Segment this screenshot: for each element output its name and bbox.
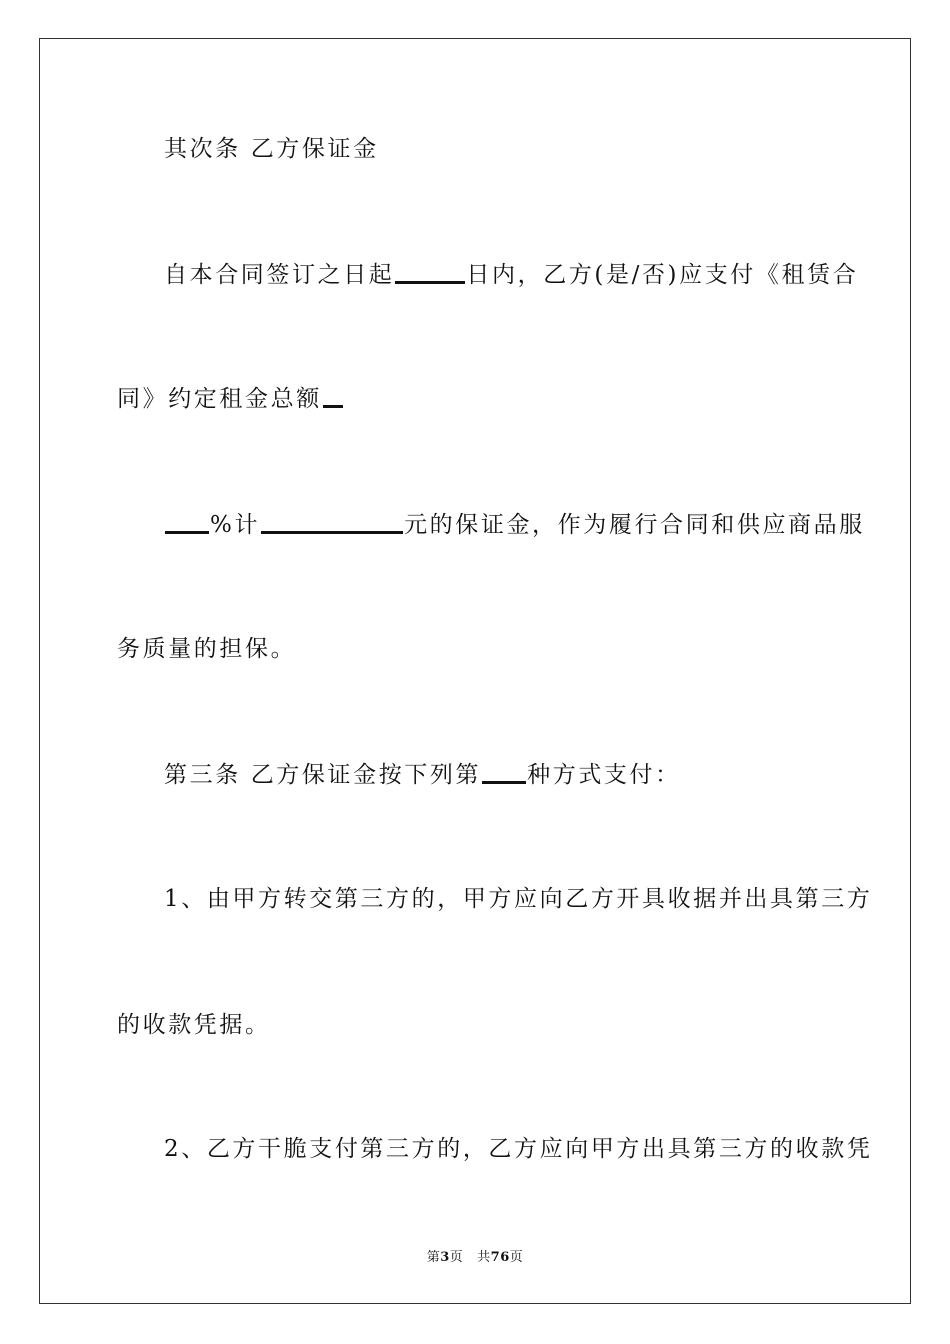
text-span: 1、由甲方转交第三方的，甲方应向乙方开具收据并出具第三方 xyxy=(164,886,873,912)
paragraph-line xyxy=(117,384,344,414)
text-span: 2、乙方干脆支付第三方的，乙方应向甲方出具第三方的收款凭 xyxy=(164,1136,873,1162)
text-span: 自本合同签订之日起 xyxy=(164,262,395,288)
paragraph-line xyxy=(164,1134,872,1164)
text-span: 种方式支付： xyxy=(527,762,681,788)
footer-text: 页 共 xyxy=(449,1250,491,1265)
text-span: %计 xyxy=(210,512,261,538)
fill-in-blank-method[interactable] xyxy=(482,763,526,784)
text-span: 务质量的担保。 xyxy=(117,636,297,662)
text-span: 的收款凭据。 xyxy=(117,1012,271,1038)
footer-text: 页 xyxy=(509,1250,524,1265)
page-border xyxy=(39,38,911,1304)
paragraph-line xyxy=(164,510,865,540)
total-page-count: 76 xyxy=(490,1250,510,1265)
paragraph-line xyxy=(117,634,296,664)
fill-in-blank-amount[interactable] xyxy=(261,513,403,534)
footer-text: 第 xyxy=(426,1250,441,1265)
text-span: 第三条 乙方保证金按下列第 xyxy=(164,762,482,788)
article-heading-3 xyxy=(164,760,681,790)
text-span: 同》约定租金总额 xyxy=(117,386,322,412)
text-span: 其次条 乙方保证金 xyxy=(164,136,379,162)
fill-in-blank-rent-total[interactable] xyxy=(323,387,343,408)
fill-in-blank-days[interactable] xyxy=(395,263,465,284)
page-footer xyxy=(0,1246,950,1265)
current-page-number: 3 xyxy=(440,1250,450,1265)
text-span: 元的保证金，作为履行合同和供应商品服 xyxy=(404,512,865,538)
paragraph-line xyxy=(164,260,858,290)
paragraph-line xyxy=(117,1010,271,1040)
paragraph-line xyxy=(164,884,872,914)
text-span: 日内，乙方(是/否)应支付《租赁合 xyxy=(466,262,859,288)
article-heading-2 xyxy=(164,134,379,164)
fill-in-blank-percent[interactable] xyxy=(165,513,209,534)
